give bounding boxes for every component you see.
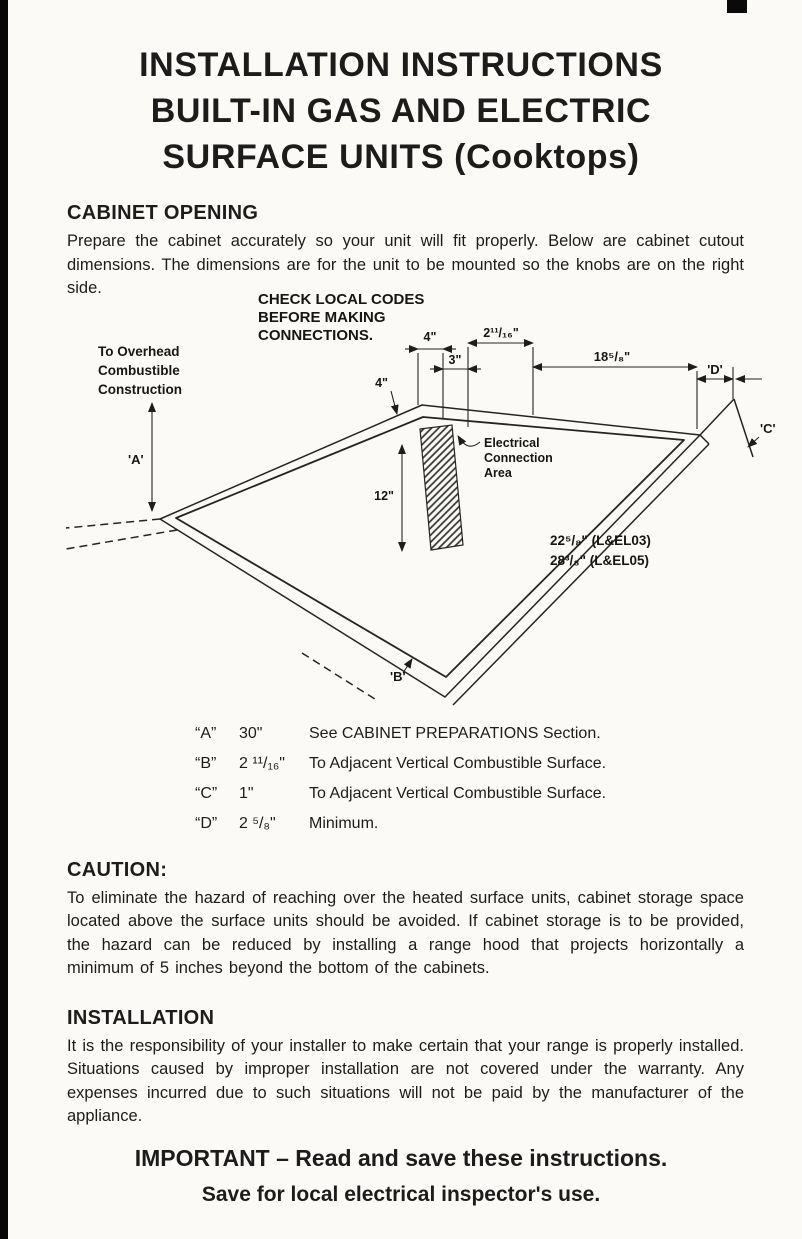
document-title: [0, 0, 802, 180]
important-line-2: Save for local electrical inspector's use.: [201, 1182, 601, 1206]
dim-letter: “B”: [195, 754, 217, 772]
check-codes-line-2: BEFORE MAKING: [258, 308, 386, 326]
important-notice: [0, 1143, 802, 1209]
label-a: 'A': [128, 451, 144, 467]
important-line-1: IMPORTANT – Read and save these instructions.: [134, 1144, 668, 1171]
table-row: [195, 809, 802, 839]
scan-corner-artifact: [727, 0, 747, 13]
dim-value: 30": [239, 724, 263, 742]
dim-top-4-label: 4": [423, 329, 437, 344]
check-codes-line-1: CHECK LOCAL CODES: [258, 290, 425, 308]
dim-letter: “D”: [195, 814, 218, 832]
label-b: 'B': [390, 668, 406, 684]
dimension-table: [195, 719, 802, 839]
installation-section: [67, 1007, 744, 1129]
cutout-width-el05-label: 28³/₈" (L&EL05): [550, 552, 649, 568]
dim-c-pointer: [748, 437, 759, 447]
label-d: 'D': [707, 361, 723, 377]
dim-letter: “C”: [195, 784, 218, 802]
installation-heading: INSTALLATION: [67, 1006, 215, 1029]
hidden-edge-left-1: [66, 519, 160, 528]
dim-description: To Adjacent Vertical Combustible Surface.: [309, 784, 607, 802]
counter-edge-thickness: [700, 435, 709, 444]
counter-front-edge: [453, 444, 709, 705]
hidden-edge-left-2: [66, 530, 177, 549]
dim-extension-lines: [418, 347, 733, 429]
dim-top-3-label: 3": [448, 352, 462, 367]
table-row: [195, 719, 802, 749]
dim-left-4-pointer: [391, 391, 397, 414]
overhead-label-line-2: Combustible: [98, 362, 180, 378]
label-c: 'C': [760, 420, 776, 436]
overhead-label-line-3: Construction: [98, 381, 182, 397]
title-line-3: SURFACE UNITS (Cooktops): [162, 138, 640, 176]
title-line-1: INSTALLATION INSTRUCTIONS: [139, 46, 663, 84]
electrical-label-line-1: Electrical: [484, 435, 540, 450]
cutout-drawing: [66, 399, 753, 705]
electrical-area-hatch: [420, 425, 463, 550]
hidden-edge-bottom: [302, 653, 378, 701]
dim-18-5-8-label: 18⁵/₈": [593, 348, 631, 364]
dim-value: 2 ¹¹/₁₆": [239, 754, 285, 772]
check-codes-line-3: CONNECTIONS.: [258, 326, 374, 344]
table-row: [195, 749, 802, 779]
dim-2-11-16-label: 2¹¹/₁₆": [483, 325, 519, 340]
installation-body: It is the responsibility of your installer to make certain that your range is properly installed. Situations caused by improper installation are not covered under the warranty. Any expenses incurred due to such situations will not be paid by the manufacturer of the appliance.: [67, 1036, 744, 1125]
dim-letter: “A”: [195, 724, 217, 742]
dim-12-label: 12": [374, 488, 394, 503]
caution-body: To eliminate the hazard of reaching over the heated surface units, cabinet storage space located above the surface units should be avoided. If cabinet storage is to be provided, the hazard can be reduced by installing a range hood that projects horizontally a minimum of 5 inches beyond the bottom of the cabinets.: [67, 888, 744, 977]
dim-description: See CABINET PREPARATIONS Section.: [309, 724, 601, 742]
dim-description: To Adjacent Vertical Combustible Surface.: [309, 754, 607, 772]
cabinet-cutout-diagram: [60, 287, 780, 717]
cabinet-opening-heading: CABINET OPENING: [67, 202, 259, 224]
title-line-2: BUILT-IN GAS AND ELECTRIC: [150, 92, 652, 130]
counter-back-edge: [700, 399, 734, 435]
dim-value: 1": [239, 784, 254, 802]
cabinet-opening-body: Prepare the cabinet accurately so your unit will fit properly. Below are cabinet cutout dimensions. The dimensions are for the unit to be mounted so the knobs are on the right side.: [67, 232, 744, 297]
scan-left-edge-artifact: [0, 0, 8, 1239]
electrical-label-line-2: Connection: [484, 450, 553, 465]
dim-description: Minimum.: [309, 814, 379, 832]
cutout-width-el03-label: 22⁵/₈" (L&EL03): [550, 532, 651, 548]
table-row: [195, 779, 802, 809]
dim-left-4-label: 4": [375, 375, 388, 390]
caution-section: [67, 859, 744, 981]
dim-value: 2 ⁵/₈": [239, 814, 276, 832]
electrical-label-line-3: Area: [484, 465, 512, 480]
overhead-label-line-1: To Overhead: [98, 343, 180, 359]
wall-edge: [734, 399, 753, 457]
caution-heading: CAUTION:: [67, 858, 168, 881]
electrical-leader-line: [458, 436, 480, 446]
